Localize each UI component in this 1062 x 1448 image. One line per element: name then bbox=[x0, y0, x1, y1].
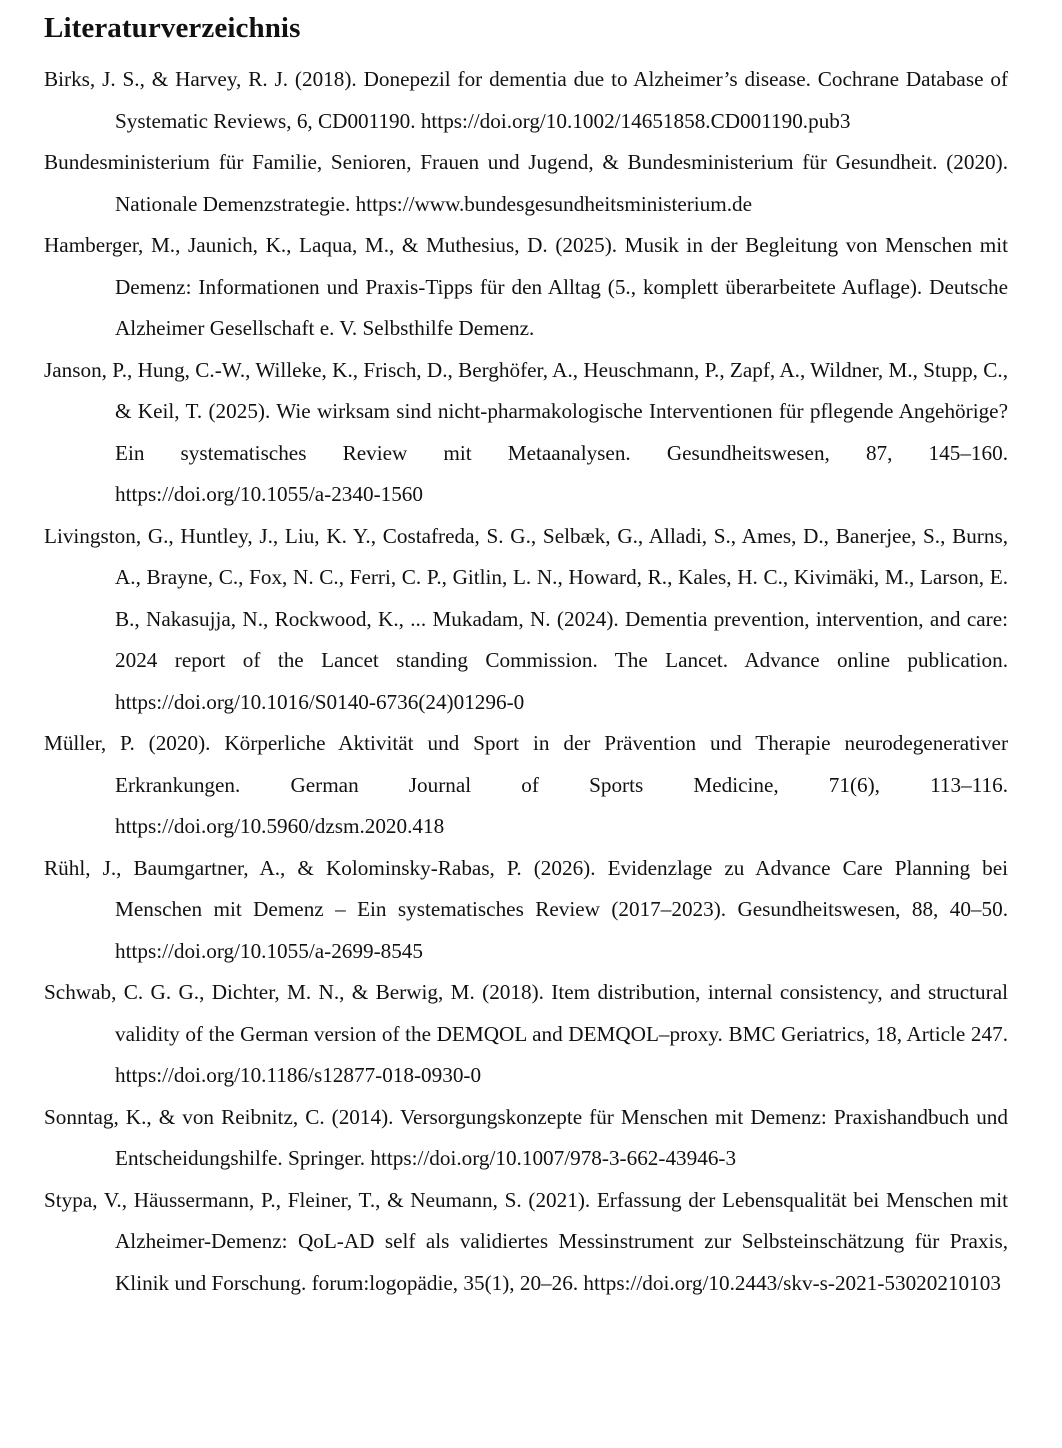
reference-entry: Schwab, C. G. G., Dichter, M. N., & Berwig, M. (2018). Item distribution, internal consistency, and structural validity of the German version of the DEMQOL and DEMQOL–proxy. BMC Geriatrics, 18, Article 247. https://doi.org/10.1186/s12877-018-0930-0 bbox=[44, 980, 1008, 1087]
reference-entry: Müller, P. (2020). Körperliche Aktivität und Sport in der Prävention und Therapie neurodegenerativer Erkrankungen. German Journal of Sports Medicine, 71(6), 113–116. https://doi.org/10.5960/dzsm.2020.418 bbox=[44, 731, 1008, 838]
reference-entry: Rühl, J., Baumgartner, A., & Kolominsky-Rabas, P. (2026). Evidenzlage zu Advance Care Planning bei Menschen mit Demenz – Ein systematisches Review (2017–2023). Gesundheitswesen, 88, 40–50. https://doi.org/10.1055/a-2699-8545 bbox=[44, 855, 1008, 963]
reference-entry: Sonntag, K., & von Reibnitz, C. (2014). Versorgungskonzepte für Menschen mit Demenz: Praxishandbuch und Entscheidungshilfe. Springer. https://doi.org/10.1007/978-3-662-43946-3 bbox=[44, 1104, 1008, 1170]
reference-entry: Stypa, V., Häussermann, P., Fleiner, T., & Neumann, S. (2021). Erfassung der Lebensqualität bei Menschen mit Alzheimer-Demenz: QoL-AD self als validiertes Messinstrument zur Selbsteinschätzung für Praxis, Klinik und Forschung. forum:logopädie, 35(1), 20–26. https://doi.org/10.2443/skv-s-2021-53020210103 bbox=[44, 1187, 1008, 1295]
page-title: Literaturverzeichnis bbox=[44, 12, 301, 44]
reference-entry: Livingston, G., Huntley, J., Liu, K. Y., Costafreda, S. G., Selbæk, G., Alladi, S., Ames, D., Banerjee, S., Burns, A., Brayne, C., Fox, N. C., Ferri, C. P., Gitlin, L. N., Howard, R., Kales, H. C., Kivimäki, M., Larson, E. B., Nakasujja, N., Rockwood, K., ... Mukadam, N. (2024). Dementia prevention, intervention, and care: 2024 report of the Lancet standing Commission. The Lancet. Advance online publication. https://doi.org/10.1016/S0140-6736(24)01296-0 bbox=[44, 523, 1008, 714]
reference-list bbox=[44, 59, 1008, 1304]
reference-entry: Hamberger, M., Jaunich, K., Laqua, M., & Muthesius, D. (2025). Musik in der Begleitung von Menschen mit Demenz: Informationen und Praxis-Tipps für den Alltag (5., komplett überarbeitete Auflage). Deutsche Alzheimer Gesellschaft e. V. Selbsthilfe Demenz. bbox=[44, 233, 1008, 340]
document-page bbox=[44, 8, 1008, 1304]
reference-entry: Birks, J. S., & Harvey, R. J. (2018). Donepezil for dementia due to Alzheimer’s disease. Cochrane Database of Systematic Reviews, 6, CD001190. https://doi.org/10.1002/14651858.CD001190.pub3 bbox=[44, 67, 1008, 133]
reference-entry: Janson, P., Hung, C.-W., Willeke, K., Frisch, D., Berghöfer, A., Heuschmann, P., Zapf, A., Wildner, M., Stupp, C., & Keil, T. (2025). Wie wirksam sind nicht-pharmakologische Interventionen für pflegende Angehörige? Ein systematisches Review mit Metaanalysen. Gesundheitswesen, 87, 145–160. https://doi.org/10.1055/a-2340-1560 bbox=[44, 357, 1008, 506]
reference-entry: Bundesministerium für Familie, Senioren, Frauen und Jugend, & Bundesministerium für Gesundheit. (2020). Nationale Demenzstrategie. https://www.bundesgesundheitsministerium.de bbox=[44, 150, 1008, 216]
